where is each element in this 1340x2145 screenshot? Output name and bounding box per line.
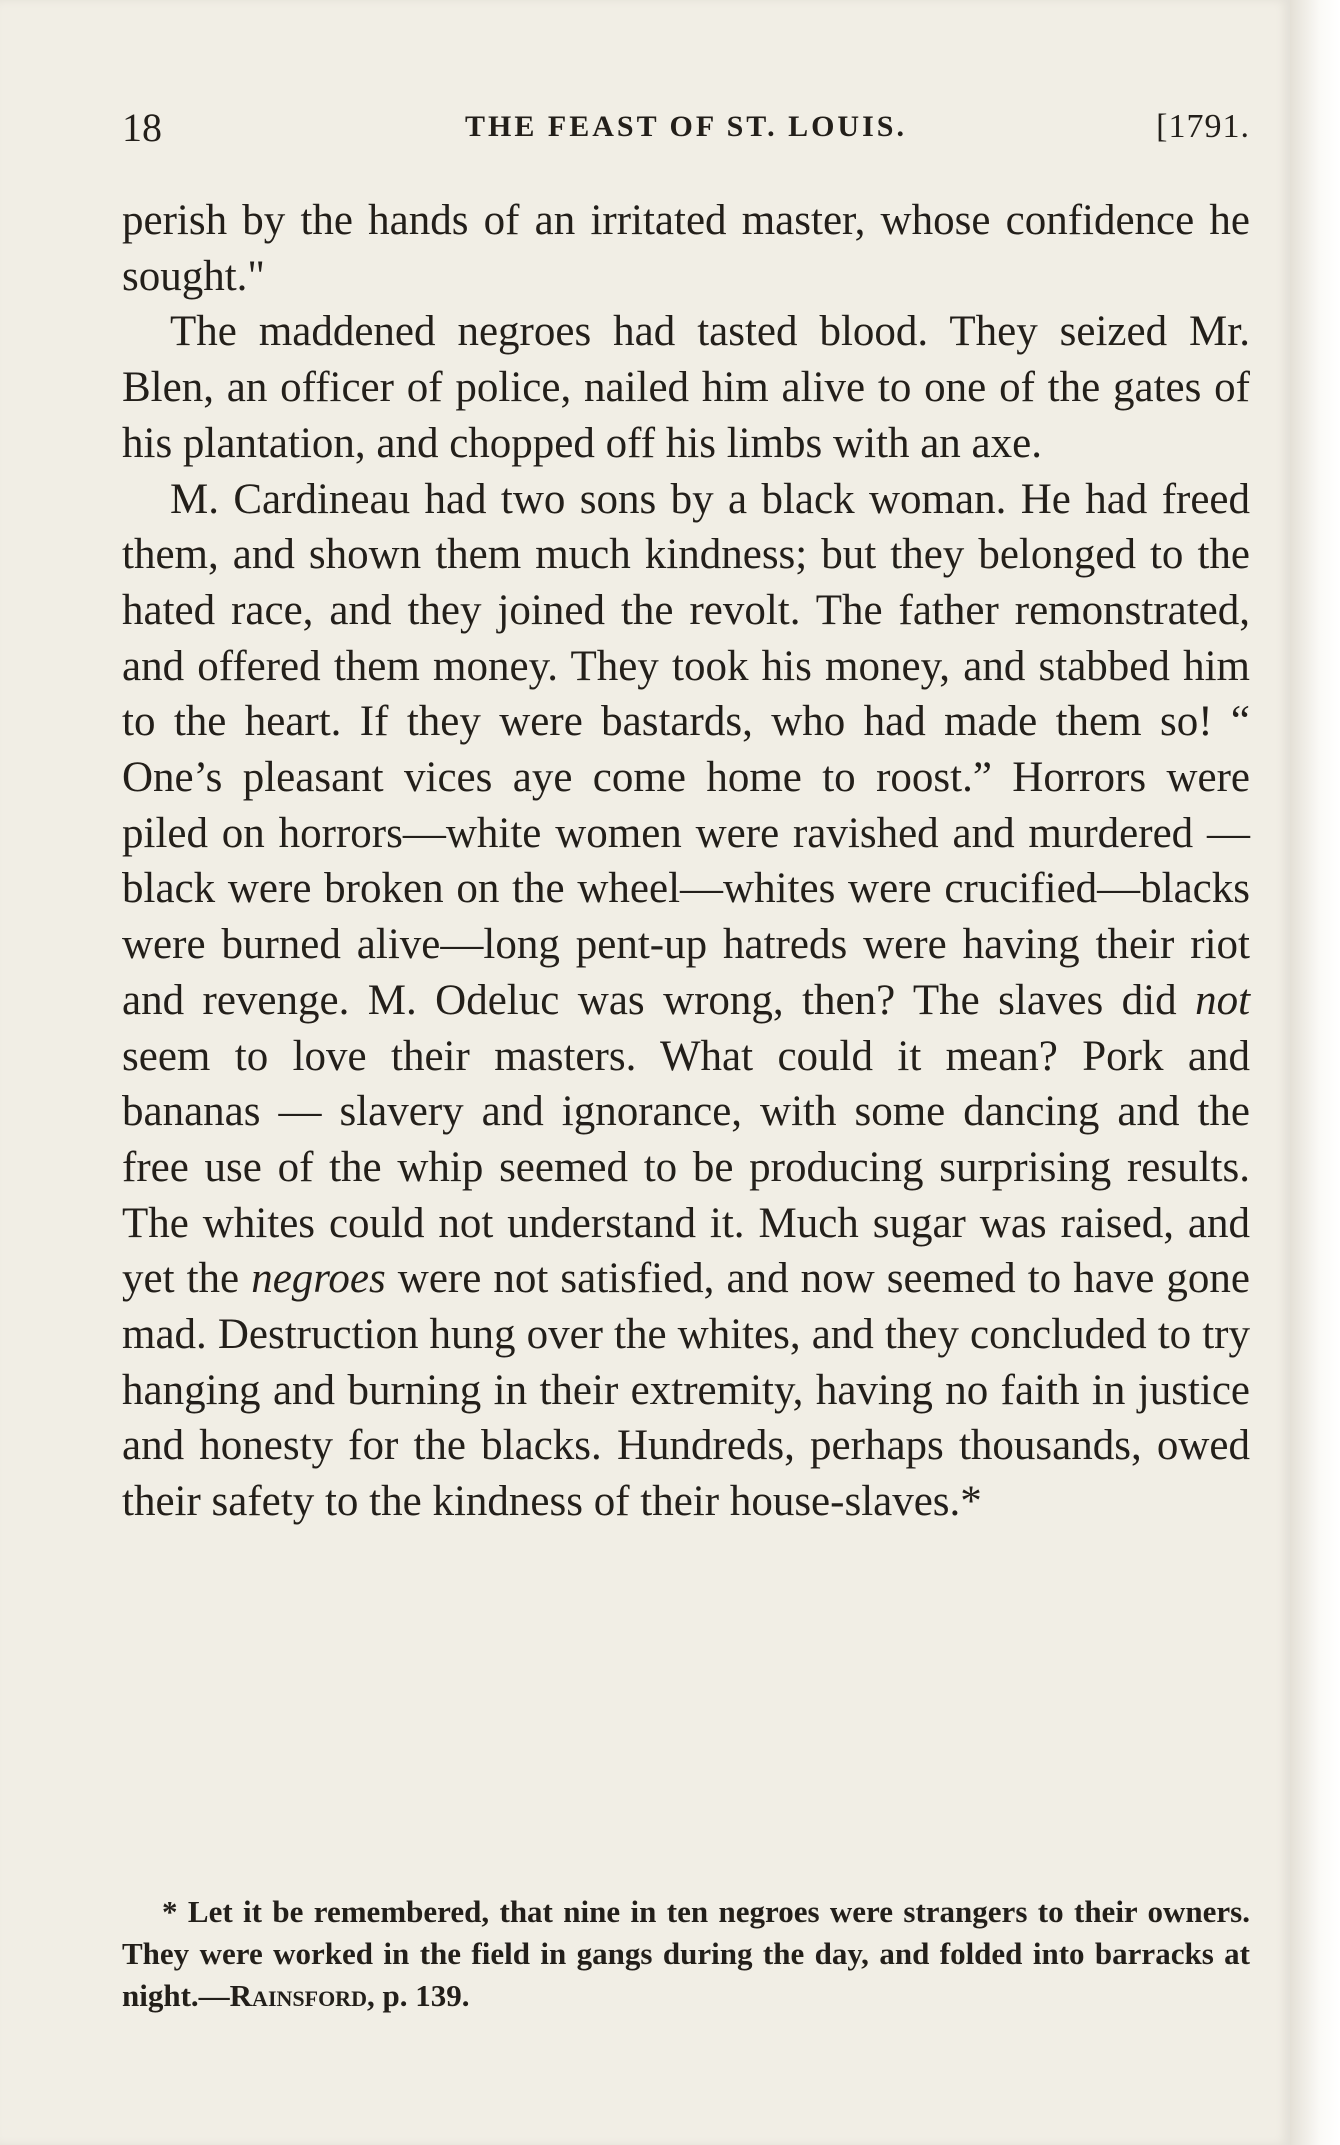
running-head — [122, 104, 1250, 152]
italic-not: not — [1195, 976, 1251, 1024]
body-text — [122, 193, 1250, 1530]
paragraph-continued: perish by the hands of an irritated master, whose confidence he sought." — [122, 197, 1250, 300]
footnote-body: * Let it be remembered, that nine in ten negroes were strangers to their owners. They were worked in the field in gangs during the day, and folded into barracks at night.— — [122, 1894, 1250, 2013]
paragraph-cardineau-part-2: seem to love their masters. What could it mean? Pork and bananas — slavery and ignorance, with some dancing and the free use of the whip seemed to be producing surprising results. The whites could not understand it. Much sugar was raised, and yet the — [122, 1032, 1250, 1303]
page-number: 18 — [122, 105, 162, 150]
running-year: [1791. — [1156, 108, 1250, 145]
running-title: THE FEAST OF ST. LOUIS. — [465, 110, 907, 143]
footnote — [122, 1891, 1250, 2017]
paragraph-mr-blen: The maddened negroes had tasted blood. They seized Mr. Blen, an officer of police, nailed him alive to one of the gates of his plantation, and chopped off his limbs with an axe. — [122, 308, 1250, 467]
paragraph-cardineau — [122, 472, 1250, 1530]
paragraph-cardineau-part-1: M. Cardineau had two sons by a black woman. He had freed them, and shown them much kindness; but they belonged to the hated race, and they joined the revolt. The father remonstrated, and offered them money. They took his money, and stabbed him to the heart. If they were bastards, who had made them so! “ One’s pleasant vices aye come home to roost.” Horrors were piled on horrors—white women were ravished and murdered — black were broken on the wheel—whites were crucified—blacks were burned alive—long pent-up hatreds were having their riot and revenge. M. Odeluc was wrong, then? The slaves did — [122, 475, 1250, 1024]
footnote-page-ref: , p. 139. — [366, 1978, 470, 2013]
page-edge — [1290, 0, 1340, 2145]
footnote-text — [122, 1891, 1250, 2017]
italic-negroes: negroes — [251, 1255, 386, 1303]
paragraph-cardineau-part-3: were not satisfied, and now seemed to have gone mad. Destruction hung over the whites, and they concluded to try hanging and burning in their extremity, having no faith in justice and honesty for the blacks. Hundreds, perhaps thousands, owed their safety to the kindness of their house-slaves.* — [122, 1255, 1251, 1526]
footnote-source: Rainsford — [229, 1978, 367, 2013]
